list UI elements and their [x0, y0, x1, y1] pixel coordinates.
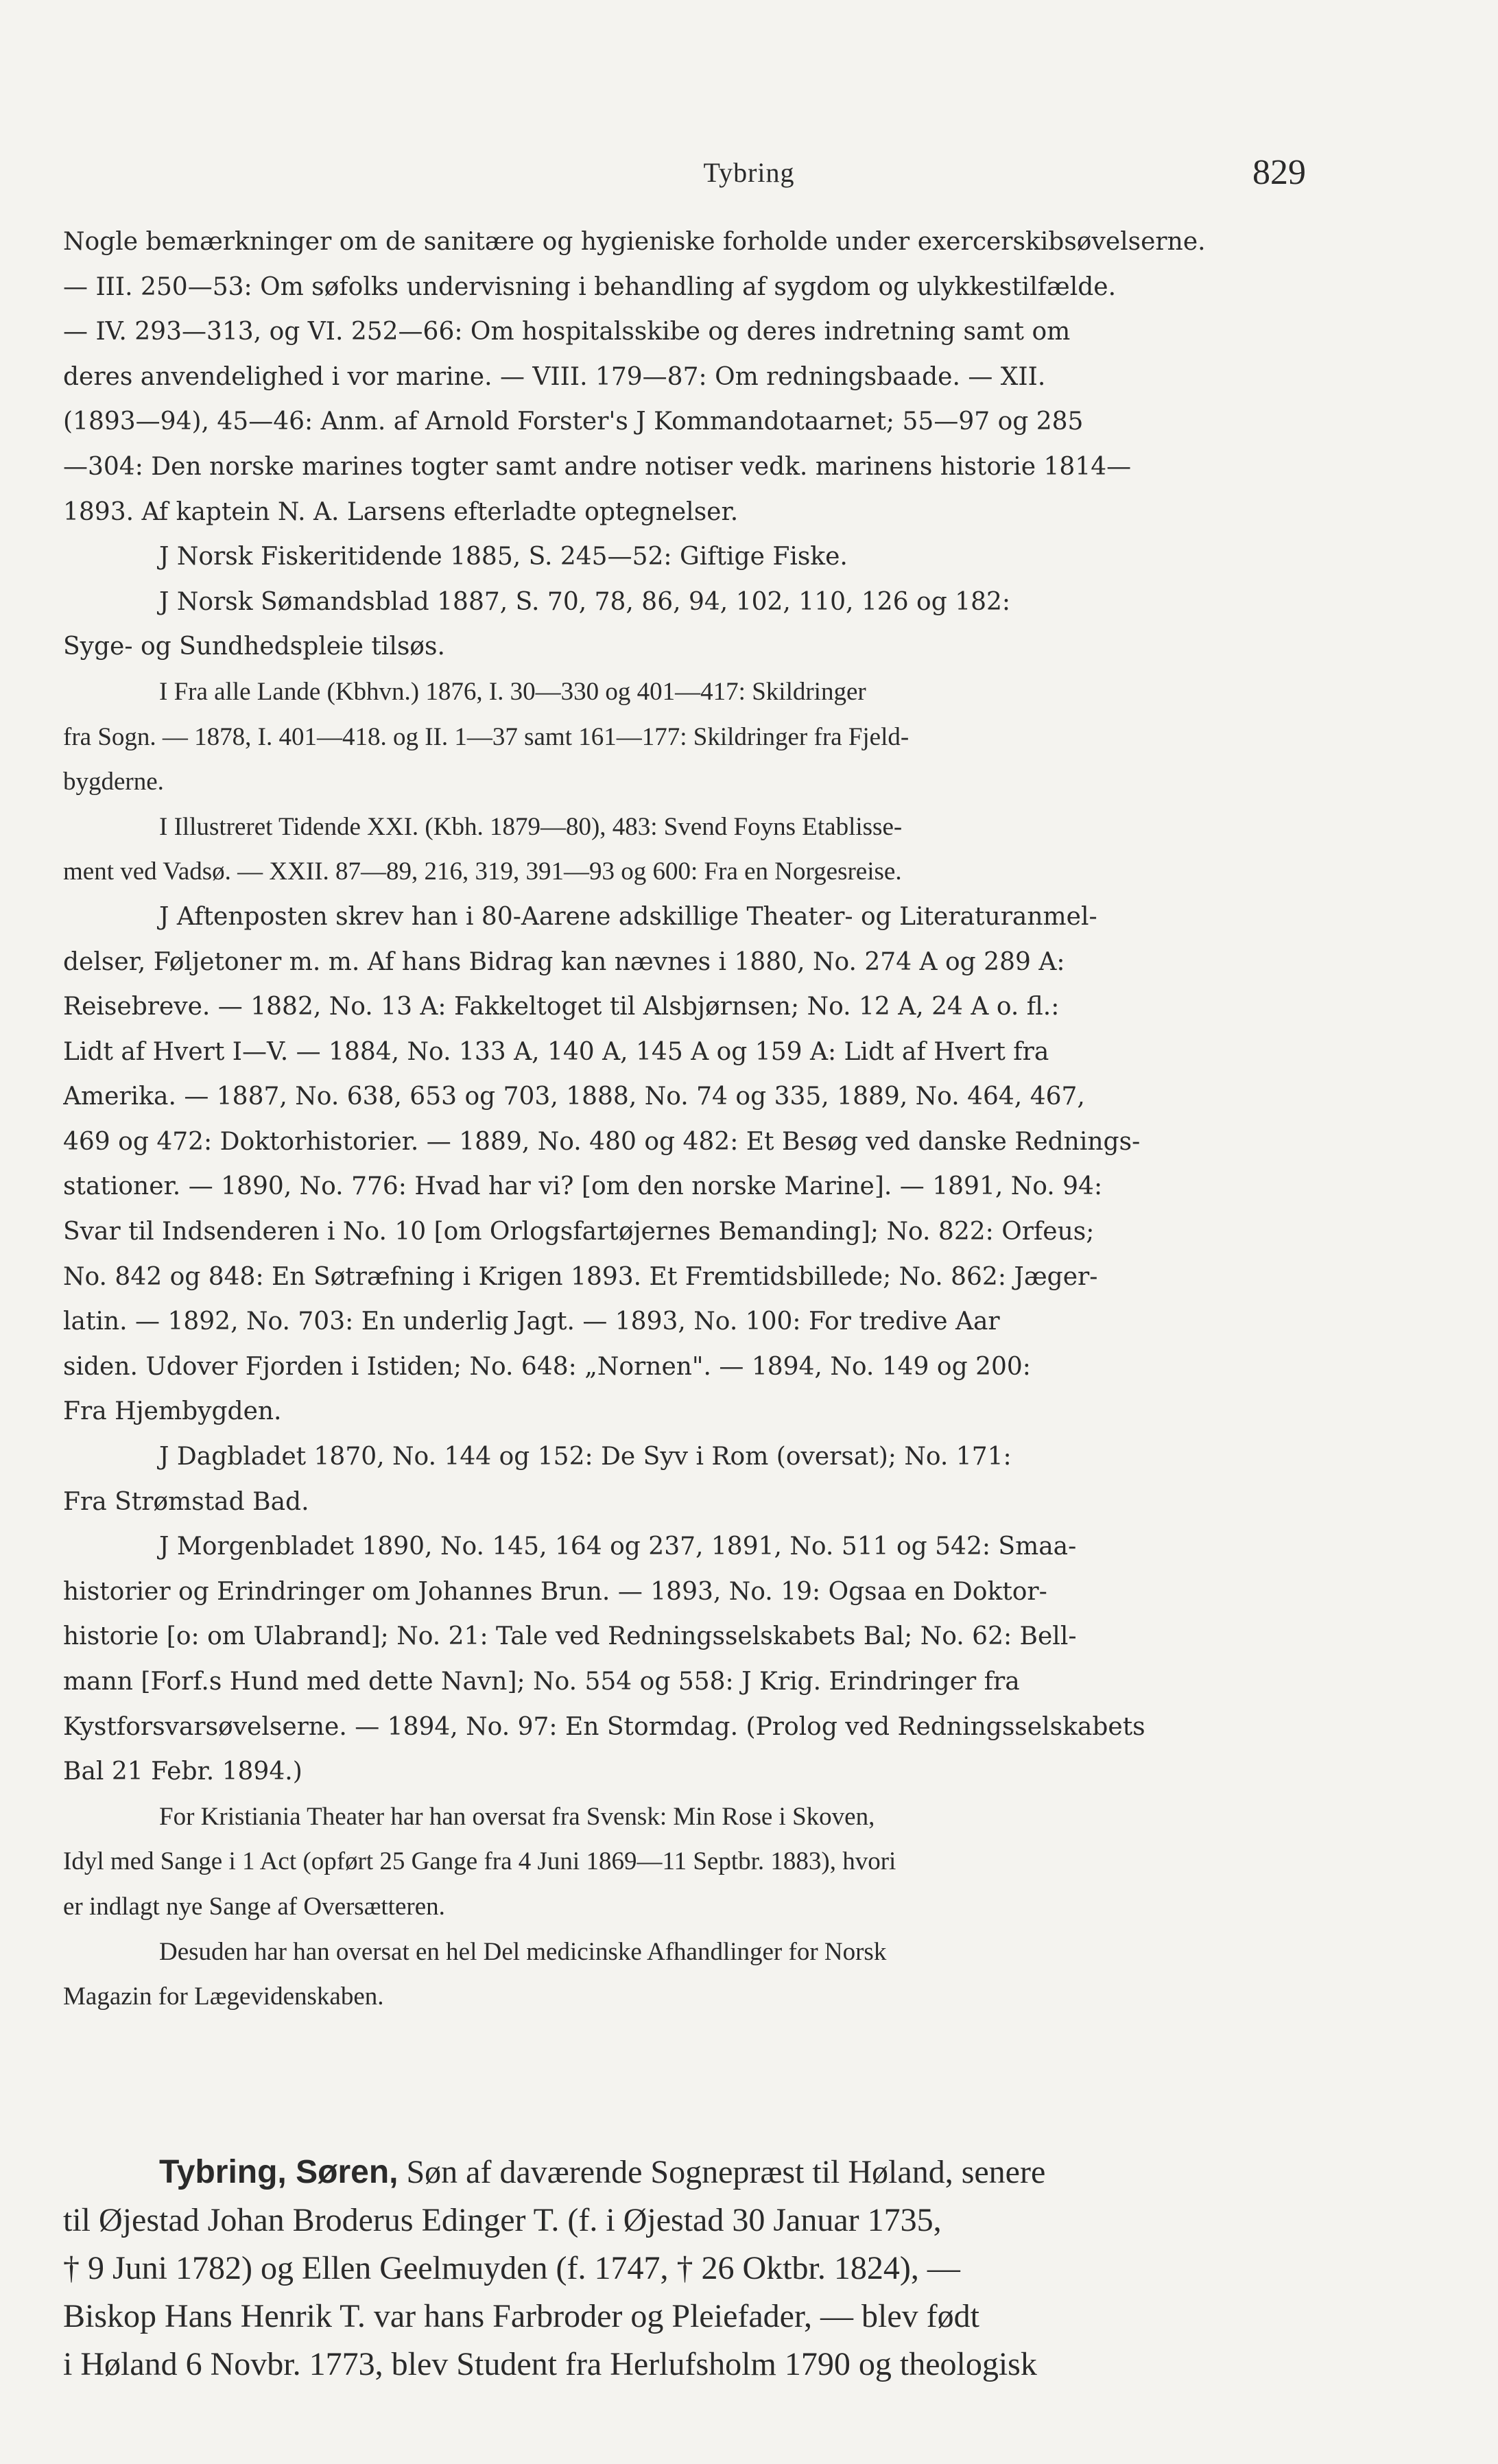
text-line: Reisebreve. — 1882, No. 13 A: Fakkeltoget til Alsbjørnsen; No. 12 A, 24 A o. fl.: — [63, 993, 1060, 1021]
text-line: Bal 21 Febr. 1894.) — [63, 1757, 302, 1786]
text-line: Amerika. — 1887, No. 638, 653 og 703, 1888, No. 74 og 335, 1889, No. 464, 467, — [63, 1082, 1085, 1111]
text-line: deres anvendelighed i vor marine. — VIII. 179—87: Om redningsbaade. — XII. — [63, 362, 1046, 391]
text-line: stationer. — 1890, No. 776: Hvad har vi? [om den norske Marine]. — 1891, No. 94: — [63, 1172, 1103, 1201]
text-line: No. 842 og 848: En Søtræfning i Krigen 1893. Et Fremtidsbillede; No. 862: Jæger- — [63, 1262, 1098, 1291]
biography-entry — [63, 2148, 1276, 2389]
running-title: Tybring — [703, 157, 795, 188]
text-line: delser, Føljetoner m. m. Af hans Bidrag kan nævnes i 1880, No. 274 A og 289 A: — [63, 947, 1065, 976]
text-line: 1893. Af kaptein N. A. Larsens efterladte optegnelser. — [63, 497, 739, 526]
text-line: historie [o: om Ulabrand]; No. 21: Tale ved Redningsselskabets Bal; No. 62: Bell- — [63, 1622, 1077, 1651]
text-line: J Norsk Fiskeritidende 1885, S. 245—52: Giftige Fiske. — [159, 543, 848, 571]
entry-text: Søn af daværende Sognepræst til Høland, senere — [398, 2153, 1046, 2190]
text-line: J Aftenposten skrev han i 80-Aarene adskillige Theater- og Literaturanmel- — [159, 902, 1097, 931]
text-line: J Morgenbladet 1890, No. 145, 164 og 237, 1891, No. 511 og 542: Smaa- — [159, 1532, 1077, 1561]
text-line: —304: Den norske marines togter samt andre notiser vedk. marinens historie 1814— — [63, 452, 1132, 481]
text-line: er indlagt nye Sange af Oversætteren. — [63, 1892, 445, 1921]
text-line: Lidt af Hvert I—V. — 1884, No. 133 A, 140 A, 145 A og 159 A: Lidt af Hvert fra — [63, 1037, 1049, 1066]
text-line: siden. Udover Fjorden i Istiden; No. 648: „Nornen". — 1894, No. 149 og 200: — [63, 1352, 1031, 1381]
text-line: — III. 250—53: Om søfolks undervisning i behandling af sygdom og ulykkestilfælde. — [63, 272, 1117, 301]
entry-line — [63, 2196, 1276, 2244]
text-line: latin. — 1892, No. 703: En underlig Jagt. — 1893, No. 100: For tredive Aar — [63, 1307, 1000, 1336]
text-line: J Dagbladet 1870, No. 144 og 152: De Syv i Rom (oversat); No. 171: — [159, 1443, 1012, 1471]
text-line: J Norsk Sømandsblad 1887, S. 70, 78, 86, 94, 102, 110, 126 og 182: — [159, 587, 1011, 616]
text-line: mann [Forf.s Hund med dette Navn]; No. 554 og 558: J Krig. Erindringer fra — [63, 1668, 1020, 1696]
text-line: historier og Erindringer om Johannes Brun. — 1893, No. 19: Ogsaa en Doktor- — [63, 1577, 1047, 1606]
text-line: Fra Strømstad Bad. — [63, 1487, 309, 1516]
text-line: Svar til Indsenderen i No. 10 [om Orlogsfartøjernes Bemanding]; No. 822: Orfeus; — [63, 1218, 1095, 1246]
text-line: Kystforsvarsøvelserne. — 1894, No. 97: En Stormdag. (Prolog ved Redningsselskabets — [63, 1712, 1145, 1741]
text-line: Fra Hjembygden. — [63, 1397, 282, 1426]
entry-text: til Øjestad Johan Broderus Edinger T. (f. i Øjestad 30 Januar 1735, — [63, 2201, 942, 2238]
entry-text: i Høland 6 Novbr. 1773, blev Student fra Herlufsholm 1790 og theologisk — [63, 2345, 1037, 2382]
text-line: Magazin for Lægevidenskaben. — [63, 1982, 384, 2011]
text-line: bygderne. — [63, 768, 164, 796]
entry-line — [63, 2244, 1276, 2293]
text-line: Desuden har han oversat en hel Del medicinske Afhandlinger for Norsk — [159, 1937, 887, 1966]
entry-headword: Tybring, Søren, — [159, 2153, 399, 2190]
text-line: 469 og 472: Doktorhistorier. — 1889, No. 480 og 482: Et Besøg ved danske Rednings- — [63, 1127, 1141, 1156]
text-line: I Fra alle Lande (Kbhvn.) 1876, I. 30—330 og 401—417: Skildringer — [159, 677, 866, 706]
entry-text: Biskop Hans Henrik T. var hans Farbroder og Pleiefader, — blev født — [63, 2297, 979, 2334]
page-body — [63, 220, 1276, 2389]
text-line: I Illustreret Tidende XXI. (Kbh. 1879—80), 483: Svend Foyns Etablisse- — [159, 812, 903, 841]
entry-line — [63, 2148, 1276, 2196]
page-header — [0, 153, 1498, 198]
text-line: — IV. 293—313, og VI. 252—66: Om hospitalsskibe og deres indretning samt om — [63, 318, 1071, 346]
bibliography-section — [63, 220, 1276, 2019]
text-line: Nogle bemærkninger om de sanitære og hygieniske forholde under exercerskibsøvelserne. — [63, 228, 1206, 256]
text-line: (1893—94), 45—46: Anm. af Arnold Forster's J Kommandotaarnet; 55—97 og 285 — [63, 407, 1084, 436]
text-line: For Kristiania Theater har han oversat fra Svensk: Min Rose i Skoven, — [159, 1802, 875, 1831]
entry-line — [63, 2293, 1276, 2341]
page-number: 829 — [1252, 153, 1306, 192]
text-line: ment ved Vadsø. — XXII. 87—89, 216, 319, 391—93 og 600: Fra en Norgesreise. — [63, 857, 902, 886]
text-line: fra Sogn. — 1878, I. 401—418. og II. 1—37 samt 161—177: Skildringer fra Fjeld- — [63, 722, 910, 751]
text-line: Idyl med Sange i 1 Act (opført 25 Gange fra 4 Juni 1869—11 Septbr. 1883), hvori — [63, 1847, 896, 1876]
entry-text: † 9 Juni 1782) og Ellen Geelmuyden (f. 1747, † 26 Oktbr. 1824), — — [63, 2249, 960, 2286]
entry-line — [63, 2341, 1276, 2389]
text-line: Syge- og Sundhedspleie tilsøs. — [63, 632, 445, 661]
section-gap — [63, 2019, 1276, 2148]
